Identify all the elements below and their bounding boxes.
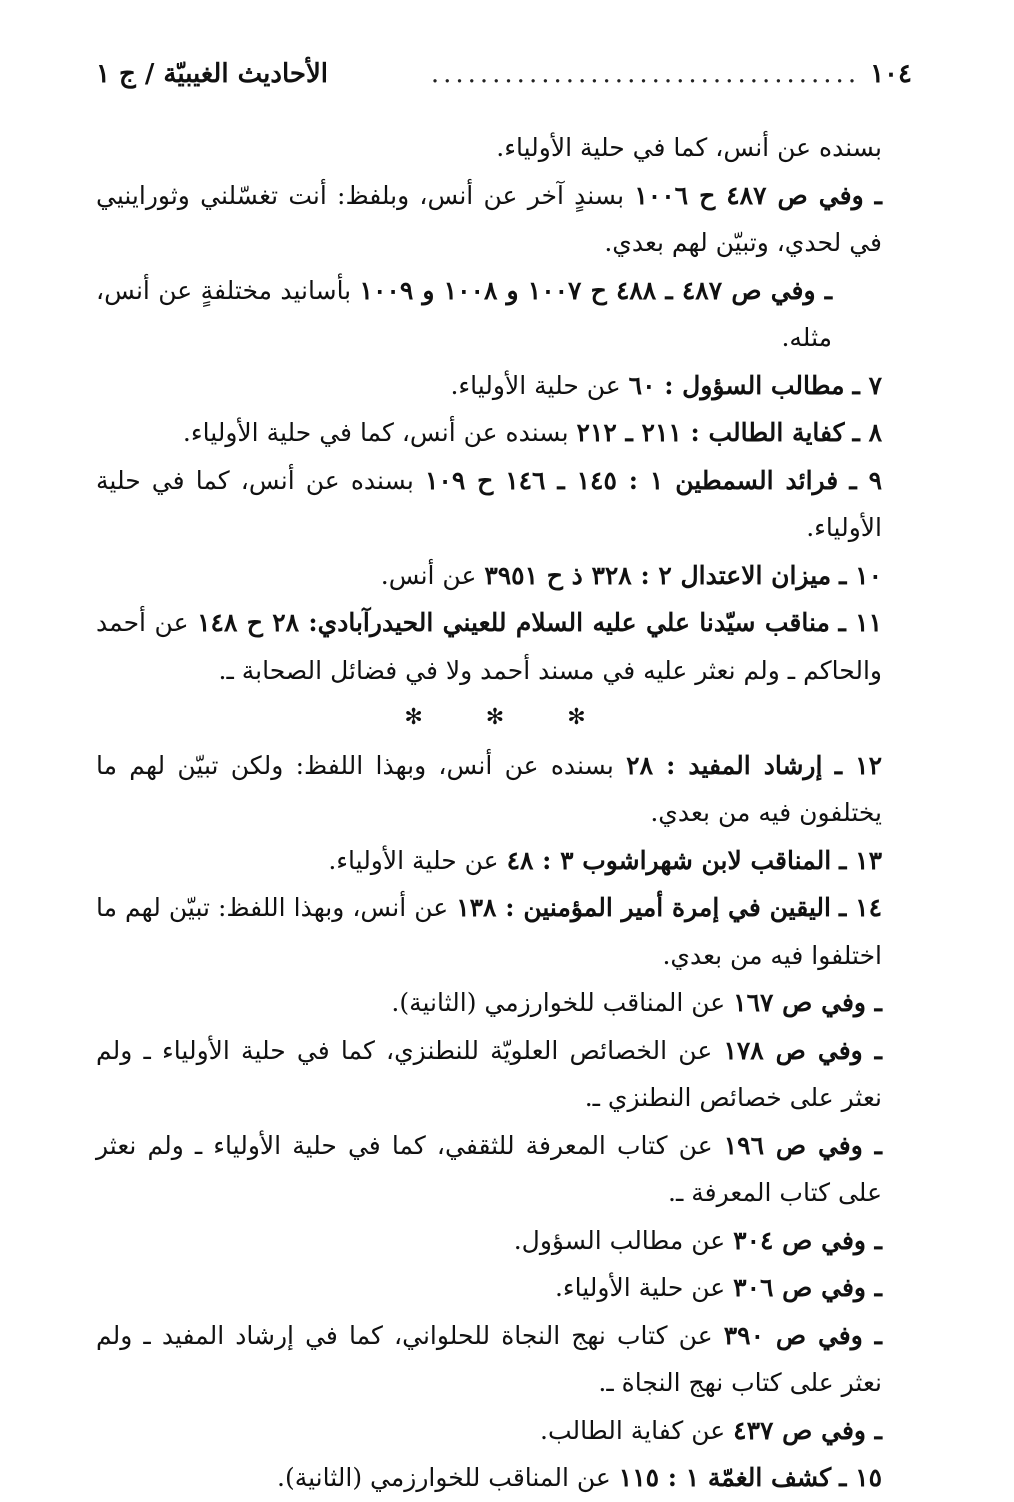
continuation-line: بسنده عن أنس، كما في حلية الأولياء. <box>496 133 882 162</box>
reference-text: عن كفاية الطالب. <box>540 1415 734 1445</box>
entry-text: بسنده عن أنس، كما في حلية الأولياء. <box>96 465 882 542</box>
running-header <box>96 52 912 96</box>
sub-reference <box>96 267 882 362</box>
sub-reference <box>96 1407 882 1455</box>
sub-reference <box>96 172 882 267</box>
numbered-entry <box>96 837 882 885</box>
sub-reference <box>96 1264 882 1312</box>
sub-reference <box>96 1312 882 1407</box>
entry-text: بسنده عن أنس، وبهذا اللفظ: ولكن تبيّن لهم ما يختلفون فيه من بعدي. <box>96 750 882 827</box>
reference-source: ـ وفي ص ٤٨٧ ـ ٤٨٨ ح ١٠٠٧ و ١٠٠٨ و ١٠٠٩ <box>359 275 833 305</box>
reference-source: ـ وفي ص ١٧٨ <box>723 1035 882 1065</box>
entry-source: كفاية الطالب : ٢١١ ـ ٢١٢ <box>576 418 845 447</box>
book-title: الأحاديث الغيبيّة / ج ١ <box>96 59 329 89</box>
reference-text: عن مطالب السؤول. <box>513 1225 734 1255</box>
entry-source: مناقب سيّدنا علي عليه السلام للعيني الحيدرآبادي: ٢٨ ح ١٤٨ <box>197 608 830 637</box>
entry-number: ١٠ ـ <box>839 560 882 590</box>
reference-text: عن كتاب نهج النجاة للحلواني، كما في إرشاد المفيد ـ ولم نعثر على كتاب نهج النجاة ـ. <box>96 1320 882 1397</box>
reference-source: ـ وفي ص ٣٠٦ <box>733 1273 882 1302</box>
reference-text: عن حلية الأولياء. <box>554 1273 734 1302</box>
entry-number: ٨ ـ <box>852 418 882 447</box>
reference-text: بأسانيد مختلفةٍ عن أنس، مثله. <box>96 275 832 352</box>
entry-number: ١١ ـ <box>838 608 883 637</box>
numbered-entry <box>96 1454 882 1502</box>
reference-text: عن الخصائص العلويّة للنطنزي، كما في حلية الأولياء ـ ولم نعثر على خصائص النطنزي ـ. <box>96 1035 882 1112</box>
entry-text: عن حلية الأولياء. <box>328 845 507 875</box>
reference-source: ـ وفي ص ١٩٦ <box>723 1130 882 1160</box>
entry-text: عن المناقب للخوارزمي (الثانية). <box>277 1463 619 1492</box>
entry-text: عن أحمد والحاكم ـ ولم نعثر عليه في مسند أحمد ولا في فضائل الصحابة ـ. <box>96 608 882 685</box>
entry-text: عن أنس، وبهذا اللفظ: تبيّن لهم ما اختلفوا فيه من بعدي. <box>96 893 882 970</box>
entry-number: ١٤ ـ <box>839 893 882 922</box>
entry-number: ١٢ ـ <box>834 750 883 780</box>
reference-text: عن كتاب المعرفة للثقفي، كما في حلية الأولياء ـ ولم نعثر على كتاب المعرفة ـ. <box>96 1130 882 1207</box>
entry-source: كشف الغمّة ١ : ١١٥ <box>618 1463 832 1492</box>
entry-source: ميزان الاعتدال ٢ : ٣٢٨ ذ ح ٣٩٥١ <box>484 560 832 590</box>
reference-source: ـ وفي ص ٣٠٤ <box>733 1225 882 1255</box>
reference-text: بسندٍ آخر عن أنس، وبلفظ: أنت تغسّلني وثوراينيي في لحدي، وتبيّن لهم بعدي. <box>96 180 882 257</box>
reference-source: ـ وفي ص ٣٩٠ <box>723 1320 882 1350</box>
entry-source: فرائد السمطين ١ : ١٤٥ ـ ١٤٦ ح ١٠٩ <box>425 465 839 495</box>
leader-dots: ................................... <box>430 59 861 89</box>
numbered-entry <box>96 884 882 979</box>
entry-text: عن أنس. <box>380 560 485 590</box>
reference-text: عن المناقب للخوارزمي (الثانية). <box>391 988 734 1017</box>
entry-number: ٩ ـ <box>849 465 883 495</box>
reference-source: ـ وفي ص ١٦٧ <box>733 988 882 1017</box>
entry-text: عن حلية الأولياء. <box>450 370 629 400</box>
page-body <box>96 124 882 1502</box>
entry-number: ٧ ـ <box>852 370 882 400</box>
entry-number: ١٣ ـ <box>839 845 882 875</box>
sub-reference <box>96 1027 882 1122</box>
numbered-entry <box>96 599 882 694</box>
numbered-entry <box>96 457 882 552</box>
numbered-entry <box>96 742 882 837</box>
entry-source: مطالب السؤول : ٦٠ <box>628 370 845 400</box>
entry-source: اليقين في إمرة أمير المؤمنين : ١٣٨ <box>456 893 831 922</box>
section-separator: ✻ ✻ ✻ <box>404 705 614 730</box>
entry-text: بسنده عن أنس، كما في حلية الأولياء. <box>182 418 577 447</box>
numbered-entry <box>96 362 882 410</box>
entry-source: إرشاد المفيد : ٢٨ <box>626 750 823 780</box>
entry-number: ١٥ ـ <box>839 1463 882 1492</box>
sub-reference <box>96 979 882 1027</box>
entry-source: المناقب لابن شهراشوب ٣ : ٤٨ <box>506 845 832 875</box>
reference-source: ـ وفي ص ٤٣٧ <box>733 1415 882 1445</box>
numbered-entry <box>96 552 882 600</box>
reference-source: ـ وفي ص ٤٨٧ ح ١٠٠٦ <box>634 180 882 210</box>
page-number: ١٠٤ <box>870 59 912 89</box>
sub-reference <box>96 1122 882 1217</box>
sub-reference <box>96 1217 882 1265</box>
numbered-entry <box>96 409 882 457</box>
